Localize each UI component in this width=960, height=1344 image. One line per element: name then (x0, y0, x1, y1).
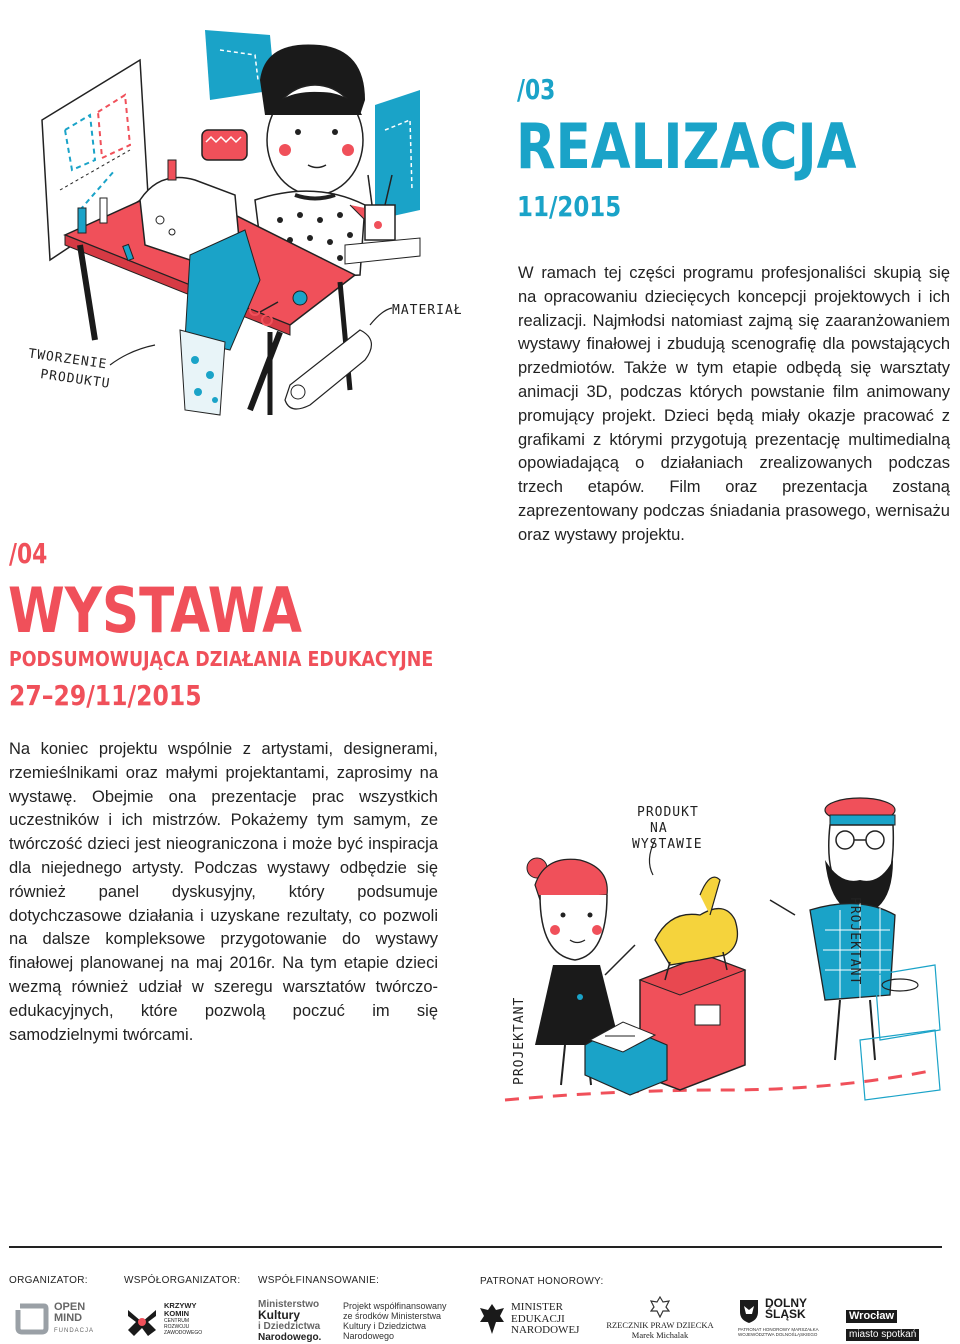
dolny-slask-crest-icon (738, 1298, 760, 1324)
section-04-title: WYSTAWA (8, 574, 302, 647)
label-projektant-left: PROJEKTANT (512, 996, 527, 1085)
footer-patronage-label: PATRONAT HONOROWY: (480, 1276, 604, 1287)
cofinancing-note: Projekt współfinansowany ze środków Ministerstwa Kultury i Dziedzictwa Narodowego (343, 1301, 447, 1341)
section-04-subtitle: PODSUMOWUJĄCA DZIAŁANIA EDUKACYJNE (9, 647, 434, 671)
section-03-date: 11/2015 (517, 190, 622, 223)
footer-cofinancing-label: WSPÓŁFINANSOWANIE: (258, 1275, 380, 1286)
footer-organizer-label: ORGANIZATOR: (9, 1275, 88, 1286)
section-04-date: 27–29/11/2015 (9, 679, 202, 712)
label-na-wystawie: WYSTAWIE (632, 837, 703, 852)
label-produkt: PRODUKT (637, 805, 699, 820)
rpd-logo: RZECZNIK PRAW DZIECKA Marek Michalak (600, 1296, 720, 1342)
section-03-title: REALIZACJA (516, 110, 857, 183)
exhibition-illustration (495, 790, 955, 1120)
label-na: NA (650, 821, 668, 836)
footer-coorganizer-label: WSPÓŁORGANIZATOR: (124, 1275, 241, 1286)
bearded-man-designer (770, 798, 895, 1060)
label-produktu: PRODUKTU (39, 367, 112, 392)
section-03-number: /03 (517, 73, 556, 106)
dolny-slask-logo: DOLNY ŚLĄSK PATRONAT HONOROWY MARSZAŁKA WOJEWÓDZTWA DOLNOŚLĄSKIEGO (738, 1296, 819, 1337)
section-04-paragraph: Na koniec projektu wspólnie z artystami, designerami, rzemieślnikami oraz małymi projektantami, zaprosimy na wystawę. Obejmie ona prezentacje prac wszystkich uczestników i ich mistrzów. Pokażemy tym samym, ze twórczość dzieci jest nieograniczona i może być inspiracja dla niejednego artysty. Podczas wystawy odbędzie się również panel dyskusyjny, który podsumuje dotychczasowe działania i uzyskane rezultaty, co pozwoli na dalsze kompleksowe przygotowanie do wystawy finałowej planowanej na maj 2016r. Na tym etapie dzieci wezmą również udział w szeregu warsztatów twórczo-edukacyjnych, które pozwolą poczuć im się samodzielnymi twórcami. (9, 740, 438, 1044)
section-03-paragraph: W ramach tej części programu profesjonaliści skupią się na opracowaniu dziecięcych koncepcji projektowych i ich realizacji. Najmłodsi natomiast zajmą się zaaranżowaniem wystawy finałowej i zbudują scenografię dla powstających przedmiotów. Także w tym etapie odbędą się warsztaty animacji 3D, podczas których powstanie film animowany promujący projekt. Dzieci będą miały okazje pracować z grafikami z którymi przygotują prezentację multimedialną opowiadającą o działaniach zrealizowanych podczas trzech etapów. Film oraz prezentacja zostaną zaprezentowany podczas śniadania prasowego, wernisażu oraz wystawy projektu. (518, 264, 950, 544)
krzywy-komin-mark-icon (124, 1302, 160, 1338)
ministry-culture-logo: Ministerstwo Kultury i Dziedzictwa Narodowego. (258, 1299, 322, 1343)
label-projektant-right: PROJEKTANT (847, 897, 862, 986)
minister-education-logo: MINISTER EDUKACJI NARODOWEJ (478, 1300, 588, 1340)
openmind-mark-icon (14, 1300, 50, 1336)
zigzag-box (202, 130, 247, 160)
label-material: MATERIAŁ (392, 303, 463, 318)
wroclaw-logo: Wrocław miasto spotkań (846, 1306, 942, 1332)
eagle-emblem-icon (478, 1302, 506, 1336)
paper-roll (285, 330, 371, 409)
blue-fabric (180, 230, 260, 415)
openmind-logo: OPEN MIND FUNDACJA (14, 1300, 89, 1340)
section-04-number: /04 (9, 537, 48, 570)
footer-divider (9, 1246, 942, 1248)
krzywy-komin-logo: KRZYWY KOMIN CENTRUM ROZWOJU ZAWODOWEGO (124, 1300, 214, 1340)
eagle-crowned-icon (650, 1296, 670, 1318)
label-tworzenie: TWORZENIE (27, 346, 109, 373)
